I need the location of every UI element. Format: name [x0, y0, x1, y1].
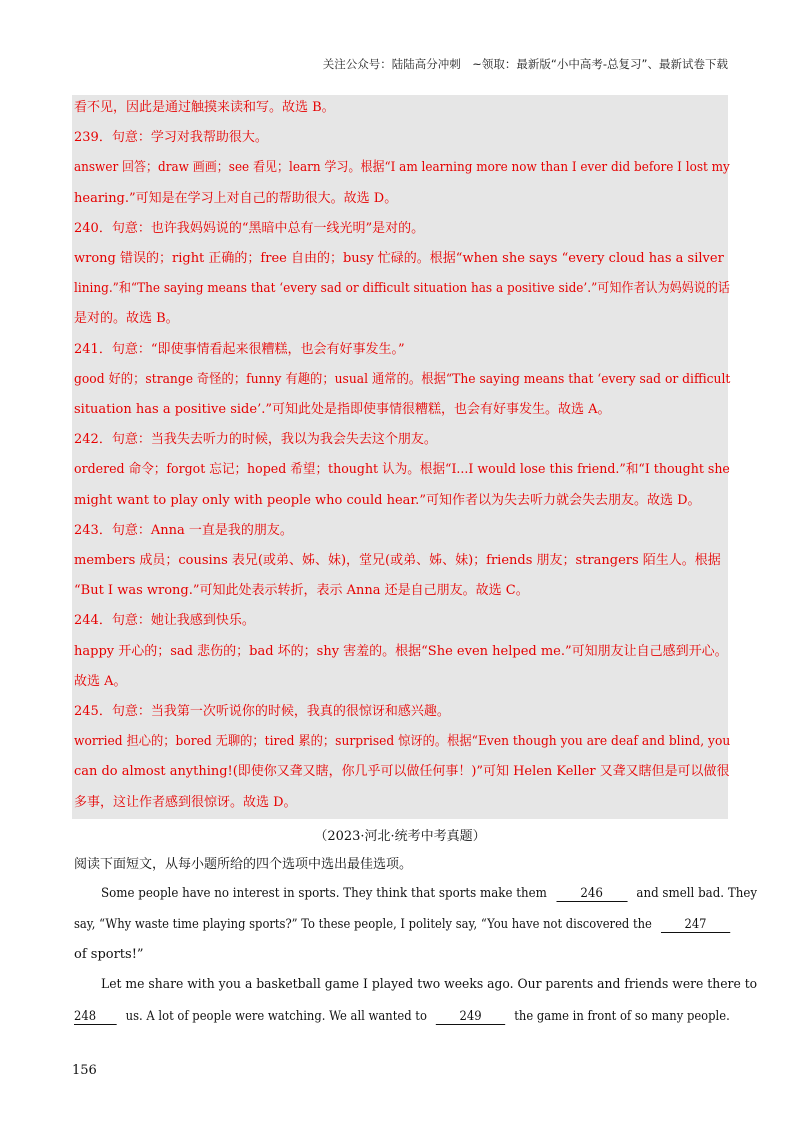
answer-line: members 成员；cousins 表兄(或弟、姊、妹)，堂兄(或弟、姊、妹)；friends 朋友；strangers 陌生人。根据 [74, 553, 721, 568]
answer-line: 故选 A。 [74, 673, 127, 689]
passage-text: the game in front of so many people. [514, 1009, 730, 1024]
answer-line: might want to play only with people who could hear.”可知作者以为失去听力就会失去朋友。故选 D。 [74, 492, 701, 508]
answer-line: ordered 命令；forgot 忘记；hoped 希望；thought 认为。根据“I...I would lose this friend.”和“I thought she [74, 462, 730, 478]
source-title: （2023·河北·统考中考真题） [314, 829, 486, 844]
answer-line: 多事，这让作者感到很惊讶。故选 D。 [74, 794, 297, 810]
blank-247: 247 [661, 917, 730, 933]
answer-line: lining.”和“The saying means that ‘every sad or difficult situation has a positive side’.”可知作者认为妈妈说的话 [74, 281, 730, 297]
passage-text: of sports!” [74, 947, 144, 962]
answer-line: situation has a positive side’.”可知此处是指即使事情很糟糕，也会有好事发生。故选 A。 [74, 402, 611, 417]
passage-text: say, “Why waste time playing sports?” To these people, I politely say, “You have not discovered the [74, 917, 652, 932]
answer-line: 243．句意：Anna 一直是我的朋友。 [74, 522, 293, 538]
passage-text: Some people have no interest in sports. They think that sports make them [101, 886, 547, 901]
passage-text: and smell bad. They [636, 886, 758, 901]
answer-line: hearing.”可知是在学习上对自己的帮助很大。故选 D。 [74, 190, 398, 206]
blank-249: 249 [436, 1009, 505, 1025]
answer-line: good 好的；strange 奇怪的；funny 有趣的；usual 通常的。根据“The saying means that ‘every sad or difficult [74, 371, 731, 387]
passage-line [74, 916, 730, 934]
answer-line: 245．句意：当我第一次听说你的时候，我真的很惊讶和感兴趣。 [74, 704, 450, 719]
page-header: 关注公众号：陆陆高分冲刺 ~领取：最新版“小中高考-总复习”、最新试卷下载 [322, 57, 728, 71]
instruction: 阅读下面短文，从每小题所给的四个选项中选出最佳选项。 [74, 857, 413, 872]
answer-line: 244．句意：她让我感到快乐。 [74, 613, 255, 629]
passage-line [74, 1008, 730, 1026]
answer-line: can do almost anything!(即使你又聋又瞎，你几乎可以做任何事！)”可知 Helen Keller 又聋又瞎但是可以做很 [74, 764, 730, 780]
page-number: 156 [72, 1063, 97, 1078]
answer-line: 241．句意：“即使事情看起来很糟糕，也会有好事发生。” [74, 341, 405, 357]
answer-line: answer 回答；draw 画画；see 看见；learn 学习。根据“I am learning more now than I ever did before I lost my [74, 160, 730, 176]
answer-line: worried 担心的；bored 无聊的；tired 累的；surprised 惊讶的。根据“Even though you are deaf and blind, you [74, 734, 731, 750]
answer-line: 239．句意：学习对我帮助很大。 [74, 130, 268, 146]
answer-line: 是对的。故选 B。 [74, 311, 179, 327]
answer-line: 看不见，因此是通过触摸来读和写。故选 B。 [74, 100, 335, 115]
passage-text: us. A lot of people were watching. We all wanted to [125, 1009, 427, 1024]
blank-248: 248 [74, 1009, 117, 1025]
answer-line: wrong 错误的；right 正确的；free 自由的；busy 忙碌的。根据“when she says “every cloud has a silver [74, 251, 724, 266]
answer-line: 242．句意：当我失去听力的时候，我以为我会失去这个朋友。 [74, 432, 437, 448]
passage-line [101, 885, 757, 903]
answer-line: 240．句意：也许我妈妈说的“黑暗中总有一线光明”是对的。 [74, 220, 425, 236]
blank-246: 246 [556, 886, 627, 902]
answer-line: happy 开心的；sad 悲伤的；bad 坏的；shy 害羞的。根据“She even helped me.”可知朋友让自己感到开心。 [74, 643, 728, 659]
answer-line: “But I was wrong.”可知此处表示转折，表示 Anna 还是自己朋友。故选 C。 [74, 583, 529, 599]
passage-text: Let me share with you a basketball game I played two weeks ago. Our parents and friends were there to [101, 977, 758, 992]
